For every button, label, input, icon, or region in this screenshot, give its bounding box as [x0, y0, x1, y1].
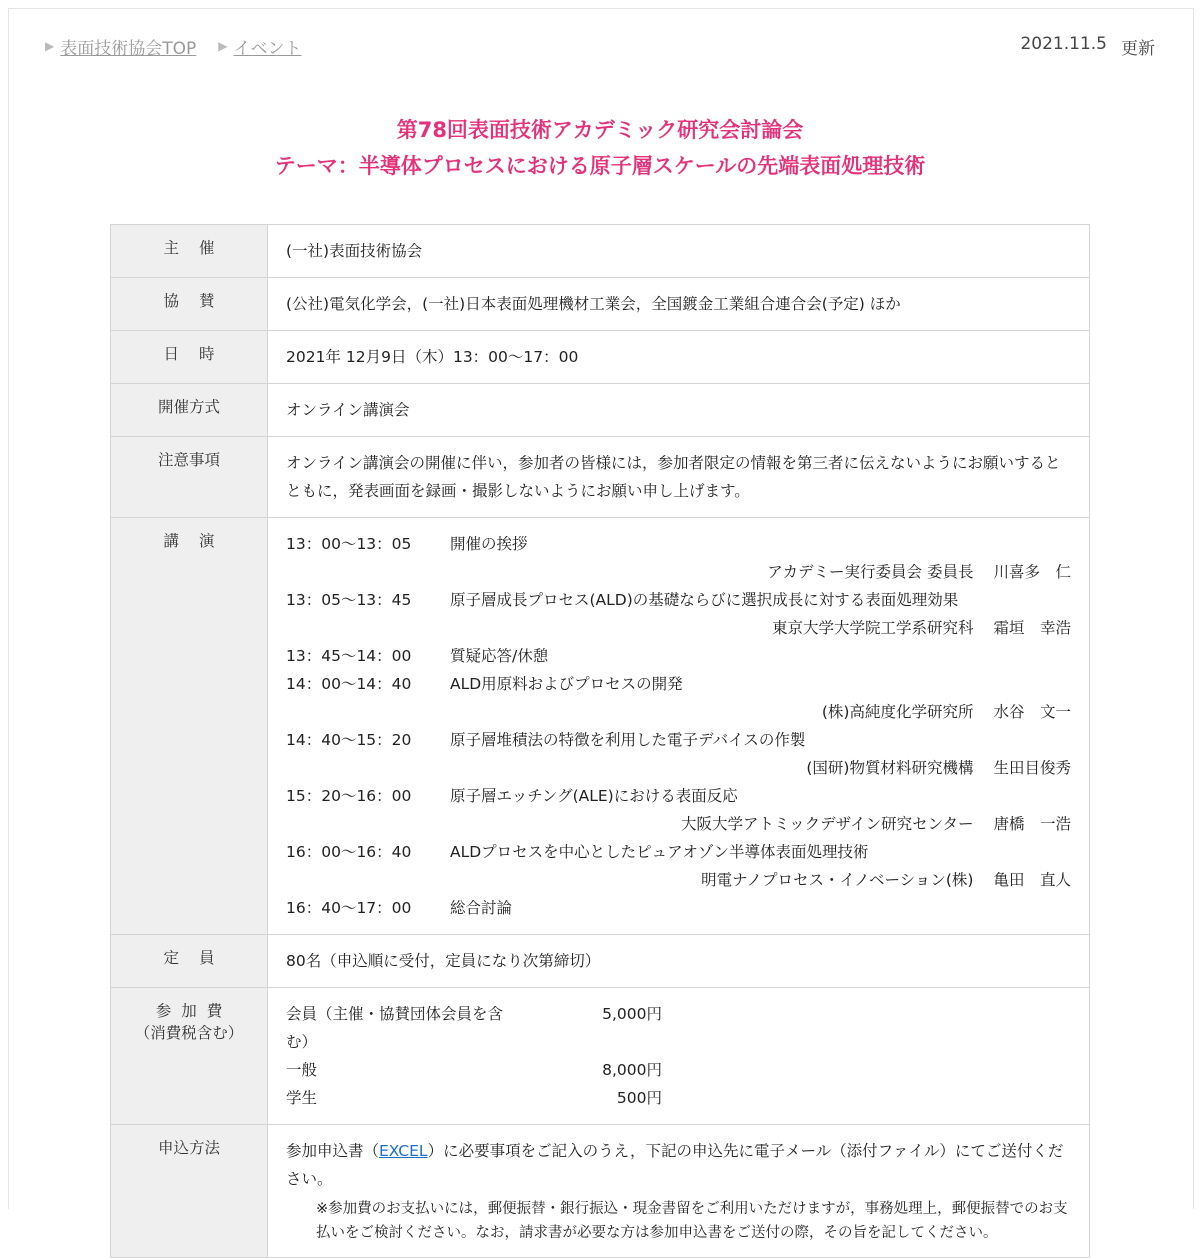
program-title: ALDプロセスを中心としたピュアオゾン半導体表面処理技術 [450, 843, 869, 861]
row-support [111, 278, 1090, 331]
program-time: 15：20～16：00 [286, 787, 412, 805]
program-time: 13：00～13：05 [286, 535, 412, 553]
breadcrumb-item-event [218, 34, 301, 59]
label-apply: 申込方法 [111, 1125, 268, 1258]
program-time: 14：00～14：40 [286, 675, 412, 693]
value-apply: 参加申込書（EXCEL）に必要事項をご記入のうえ，下記の申込先に電子メール（添付ファイル）にてご送付ください。 ※参加費のお支払いには，郵便振替・銀行振込・現金書留をご利用いただけますが，事務処理上，郵便振替でのお支払いをご検討ください。なお，請求書が必要な方は参加申込書をご送付の際，その旨を記してください。 [268, 1125, 1090, 1258]
label-fee-sub: （消費税含む） [134, 1024, 244, 1042]
label-datetime: 日時 [111, 331, 268, 384]
program-item [286, 782, 1071, 838]
value-host: (一社)表面技術協会 [268, 225, 1090, 278]
triangle-right-icon: ▶ [218, 39, 228, 53]
label-talks: 講演 [111, 518, 268, 935]
label-format: 開催方式 [111, 384, 268, 437]
program-list [286, 530, 1071, 922]
breadcrumb-link-event[interactable]: イベント [233, 38, 302, 59]
label-host: 主催 [111, 225, 268, 278]
program-time: 16：00～16：40 [286, 843, 412, 861]
excel-link[interactable]: EXCEL [379, 1142, 428, 1160]
row-talks [111, 518, 1090, 935]
program-affiliation: 東京大学大学院工学系研究科 [771, 619, 974, 637]
label-fee: 参加費 （消費税含む） [111, 988, 268, 1125]
value-fee [268, 988, 1090, 1125]
program-item [286, 726, 1071, 782]
triangle-right-icon: ▶ [45, 39, 55, 53]
title-theme: テーマ：半導体プロセスにおける原子層スケールの先端表面処理技術 [274, 154, 926, 178]
row-apply [111, 1125, 1090, 1258]
program-time: 13：05～13：45 [286, 591, 412, 609]
program-item [286, 894, 1071, 922]
program-title: 総合討論 [450, 899, 513, 917]
program-time: 16：40～17：00 [286, 899, 412, 917]
event-info-table [110, 224, 1090, 1258]
program-title: 原子層堆積法の特徴を利用した電子デバイスの作製 [450, 731, 806, 749]
breadcrumb [45, 34, 302, 59]
fee-item: 会員（主催・協賛団体会員を含む） 5,000円 [286, 1005, 662, 1051]
page-title [0, 112, 1200, 184]
updated-label: 更新 [1121, 38, 1155, 59]
program-speaker: 霜垣 幸浩 [993, 619, 1071, 637]
program-title: 質疑応答/休憩 [450, 647, 549, 665]
program-title: 原子層エッチング(ALE)における表面反応 [450, 787, 738, 805]
program-affiliation: (株)高純度化学研究所 [821, 703, 974, 721]
row-datetime [111, 331, 1090, 384]
program-speaker: 唐橋 一浩 [993, 815, 1071, 833]
row-capacity [111, 935, 1090, 988]
updated-date: 2021.11.5 [1020, 33, 1107, 54]
program-item [286, 642, 1071, 670]
row-format [111, 384, 1090, 437]
program-speaker: 水谷 文一 [993, 703, 1071, 721]
value-talks [268, 518, 1090, 935]
program-speaker: 川喜多 仁 [993, 563, 1071, 581]
program-item [286, 670, 1071, 726]
program-title: 開催の挨拶 [450, 535, 528, 553]
label-support: 協賛 [111, 278, 268, 331]
label-capacity: 定員 [111, 935, 268, 988]
value-notice: オンライン講演会の開催に伴い，参加者の皆様には，参加者限定の情報を第三者に伝えないようにお願いするとともに，発表画面を録画・撮影しないようにお願い申し上げます。 [268, 437, 1090, 518]
program-title: 原子層成長プロセス(ALD)の基礎ならびに選択成長に対する表面処理効果 [450, 591, 959, 609]
row-notice [111, 437, 1090, 518]
program-time: 14：40～15：20 [286, 731, 412, 749]
row-fee [111, 988, 1090, 1125]
program-affiliation: (国研)物質材料研究機構 [806, 759, 974, 777]
fee-item: 学生 500円 [286, 1089, 662, 1107]
program-item [286, 838, 1071, 894]
fee-item: 一般 8,000円 [286, 1061, 662, 1079]
row-host [111, 225, 1090, 278]
value-format: オンライン講演会 [268, 384, 1090, 437]
breadcrumb-item-top [45, 34, 196, 59]
program-speaker: 亀田 直人 [993, 871, 1071, 889]
value-support: (公社)電気化学会，(一社)日本表面処理機材工業会，全国鍍金工業組合連合会(予定) ほか [268, 278, 1090, 331]
updated-info [1020, 34, 1155, 59]
payment-note: ※参加費のお支払いには，郵便振替・銀行振込・現金書留をご利用いただけますが，事務処理上，郵便振替でのお支払いをご検討ください。なお，請求書が必要な方は参加申込書をご送付の際，その旨を記してください。 [316, 1201, 1068, 1241]
program-speaker: 生田目俊秀 [993, 759, 1071, 777]
program-affiliation: 明電ナノプロセス・イノベーション(株) [701, 871, 974, 889]
program-affiliation: 大阪大学アトミックデザイン研究センター [680, 815, 974, 833]
value-datetime: 2021年 12月9日（木）13：00～17：00 [268, 331, 1090, 384]
program-affiliation: アカデミー実行委員会 委員長 [767, 563, 974, 581]
value-capacity: 80名（申込順に受付，定員になり次第締切） [268, 935, 1090, 988]
program-title: ALD用原料およびプロセスの開発 [450, 675, 683, 693]
program-time: 13：45～14：00 [286, 647, 412, 665]
program-item [286, 530, 1071, 586]
top-bar [45, 32, 1155, 60]
breadcrumb-link-top[interactable]: 表面技術協会TOP [60, 38, 197, 59]
title-main: 第78回表面技術アカデミック研究会討論会 [396, 118, 804, 142]
program-item [286, 586, 1071, 642]
label-notice: 注意事項 [111, 437, 268, 518]
